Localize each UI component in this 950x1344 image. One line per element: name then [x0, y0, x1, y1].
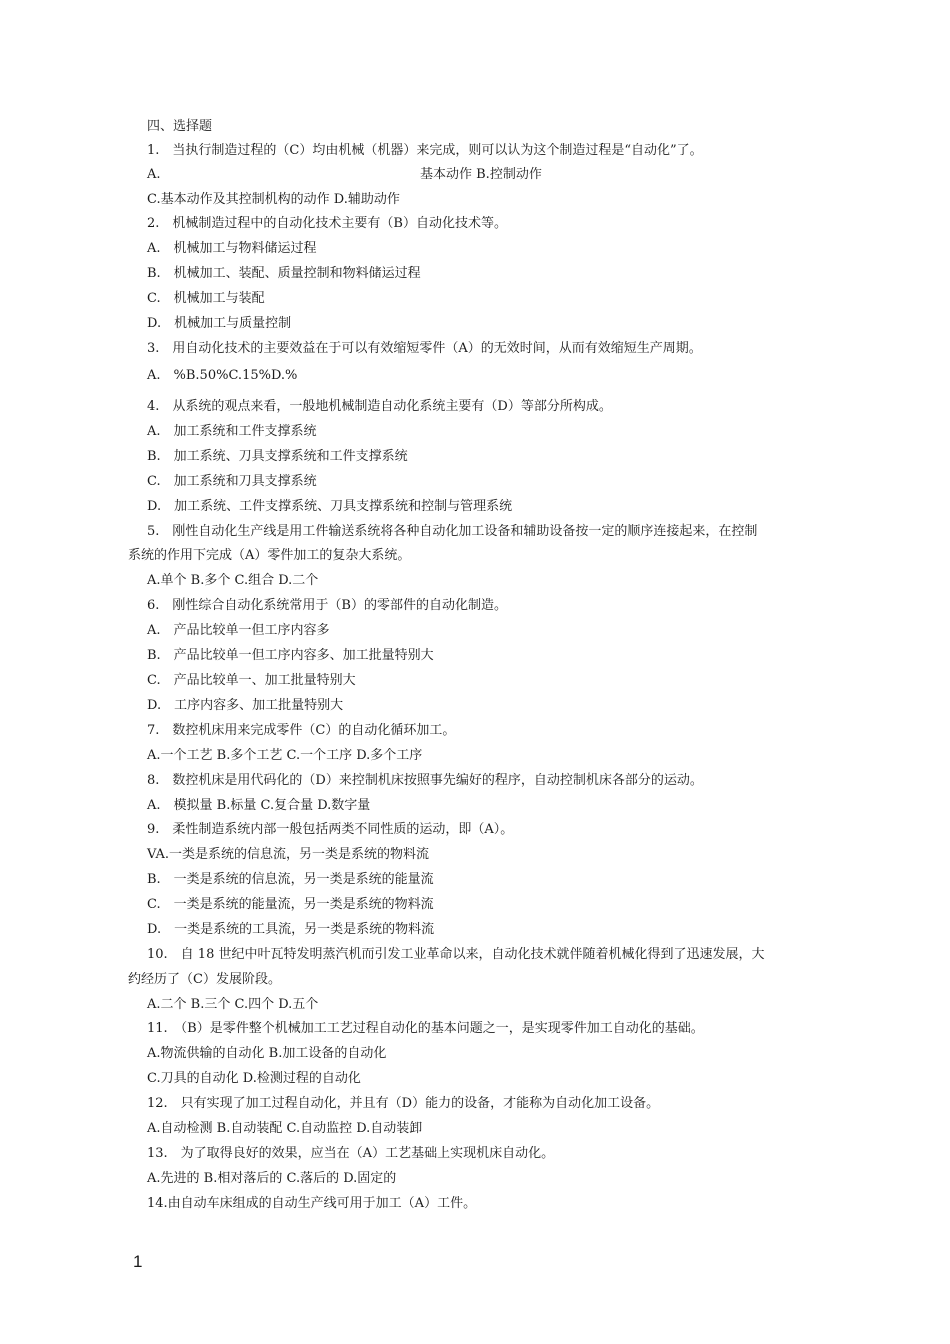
question-9-option-d: D. 一类是系统的工具流，另一类是系统的物料流	[147, 922, 435, 937]
question-4-option-d: D. 加工系统、工件支撑系统、刀具支撑系统和控制与管理系统	[147, 499, 513, 514]
question-3-options: A. %B.50%C.15%D.%	[147, 368, 298, 383]
question-12: 12. 只有实现了加工过程自动化，并且有（D）能力的设备，才能称为自动化加工设备。	[147, 1096, 660, 1111]
question-7: 7. 数控机床用来完成零件（C）的自动化循环加工。	[147, 723, 456, 738]
question-11-option-cd: C.刀具的自动化 D.检测过程的自动化	[147, 1071, 361, 1086]
question-10-options: A.二个 B.三个 C.四个 D.五个	[147, 997, 319, 1012]
question-10: 10. 自 18 世纪中叶瓦特发明蒸汽机而引发工业革命以来，自动化技术就伴随着机械化得到了迅速发展，大	[147, 947, 765, 962]
question-13-options: A.先进的 B.相对落后的 C.落后的 D.固定的	[147, 1171, 397, 1186]
question-2-option-b: B. 机械加工、装配、质量控制和物料储运过程	[147, 266, 421, 281]
question-8: 8. 数控机床是用代码化的（D）来控制机床按照事先编好的程序，自动控制机床各部分的运动。	[147, 773, 703, 788]
question-12-options: A.自动检测 B.自动装配 C.自动监控 D.自动装卸	[147, 1121, 423, 1136]
question-4-option-a: A. 加工系统和工件支撑系统	[147, 424, 317, 439]
question-4: 4. 从系统的观点来看，一般地机械制造自动化系统主要有（D）等部分所构成。	[147, 399, 612, 414]
question-6-option-b: B. 产品比较单一但工序内容多、加工批量特别大	[147, 648, 434, 663]
question-6-option-d: D. 工序内容多、加工批量特别大	[147, 698, 344, 713]
question-1-option-a: A.	[147, 167, 161, 182]
question-6-option-a: A. 产品比较单一但工序内容多	[147, 623, 330, 638]
question-5: 5. 刚性自动化生产线是用工件输送系统将各种自动化加工设备和辅助设备按一定的顺序连接起来，在控制	[147, 524, 758, 539]
question-7-options: A.一个工艺 B.多个工艺 C.一个工序 D.多个工序	[147, 748, 423, 763]
question-6-option-c: C. 产品比较单一、加工批量特别大	[147, 673, 356, 688]
question-11-option-ab: A.物流供输的自动化 B.加工设备的自动化	[147, 1046, 387, 1061]
question-1-option-a-text: 基本动作 B.控制动作	[420, 167, 542, 182]
question-2-option-c: C. 机械加工与装配	[147, 291, 265, 306]
page-number: 1	[133, 1252, 143, 1271]
question-2: 2. 机械制造过程中的自动化技术主要有（B）自动化技术等。	[147, 216, 507, 231]
section-title: 四、选择题	[147, 119, 213, 134]
question-5-cont: 系统的作用下完成（A）零件加工的复杂大系统。	[128, 548, 411, 563]
question-4-option-c: C. 加工系统和刀具支撑系统	[147, 474, 317, 489]
question-3: 3. 用自动化技术的主要效益在于可以有效缩短零件（A）的无效时间，从而有效缩短生产周期。	[147, 341, 702, 356]
question-14: 14.由自动车床组成的自动生产线可用于加工（A）工件。	[147, 1196, 477, 1211]
question-9-option-a: VA.一类是系统的信息流，另一类是系统的物料流	[147, 847, 430, 862]
question-2-option-d: D. 机械加工与质量控制	[147, 316, 292, 331]
question-8-options: A. 模拟量 B.标量 C.复合量 D.数字量	[147, 798, 371, 813]
question-9-option-b: B. 一类是系统的信息流，另一类是系统的能量流	[147, 872, 434, 887]
question-10-cont: 约经历了（C）发展阶段。	[128, 972, 281, 987]
question-9: 9. 柔性制造系统内部一般包括两类不同性质的运动，即（A）。	[147, 822, 514, 837]
question-4-option-b: B. 加工系统、刀具支撑系统和工件支撑系统	[147, 449, 408, 464]
question-11: 11. （B）是零件整个机械加工工艺过程自动化的基本问题之一，是实现零件加工自动化的基础。	[147, 1021, 704, 1036]
question-1: 1. 当执行制造过程的（C）均由机械（机器）来完成，则可以认为这个制造过程是“自动化”了。	[147, 143, 703, 158]
question-1-option-cd: C.基本动作及其控制机构的动作 D.辅助动作	[147, 192, 400, 207]
question-5-options: A.单个 B.多个 C.组合 D.二个	[147, 573, 319, 588]
question-13: 13. 为了取得良好的效果，应当在（A）工艺基础上实现机床自动化。	[147, 1146, 555, 1161]
question-9-option-c: C. 一类是系统的能量流，另一类是系统的物料流	[147, 897, 434, 912]
question-6: 6. 刚性综合自动化系统常用于（B）的零部件的自动化制造。	[147, 598, 507, 613]
question-2-option-a: A. 机械加工与物料储运过程	[147, 241, 317, 256]
